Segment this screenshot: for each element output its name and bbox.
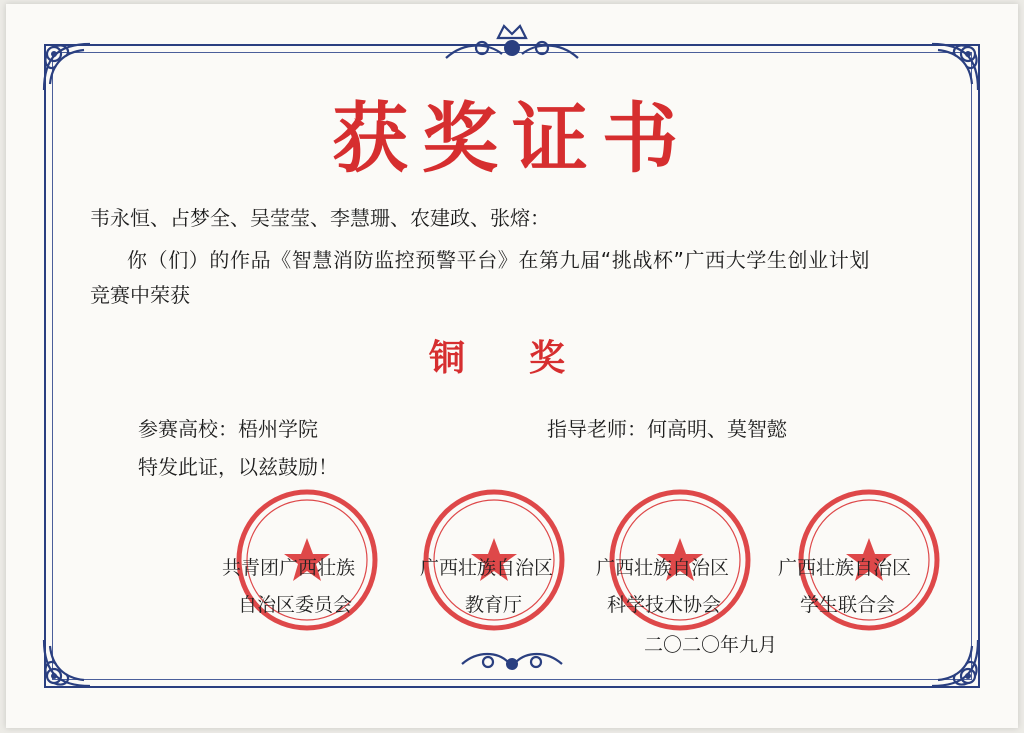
issue-date: 二〇二〇年九月: [644, 634, 778, 656]
participating-school: 参赛高校：梧州学院: [138, 417, 318, 441]
issuer-line-2: 学生联合会: [800, 594, 896, 616]
issuer-line-1: 广西壮族自治区: [778, 557, 912, 579]
body-text-line-1: 你（们）的作品《智慧消防监控预警平台》在第九届“挑战杯”广西大学生创业计划: [127, 248, 870, 272]
issuer-line-2: 教育厅: [465, 594, 523, 616]
issuer-line-1: 广西壮族自治区: [420, 557, 554, 579]
award-name: 铜奖: [428, 337, 629, 379]
bottom-ornament-icon: [458, 644, 566, 680]
corner-ornament-icon: [38, 634, 96, 692]
recipient-names: 韦永恒、占梦全、吴莹莹、李慧珊、农建政、张熔：: [90, 206, 550, 230]
certificate-title: 获奖证书: [332, 94, 692, 183]
crown-ornament-icon: [442, 14, 582, 68]
corner-ornament-icon: [926, 634, 984, 692]
issuer-line-2: 自治区委员会: [238, 594, 353, 616]
body-text-line-2: 竞赛中荣获: [90, 283, 190, 307]
advising-teachers: 指导老师：何高明、莫智懿: [547, 417, 787, 441]
closing-statement: 特发此证，以兹鼓励！: [138, 455, 338, 479]
issuer-line-1: 广西壮族自治区: [596, 557, 730, 579]
issuer-line-2: 科学技术协会: [607, 594, 722, 616]
issuer-line-1: 共青团广西壮族: [222, 557, 356, 579]
